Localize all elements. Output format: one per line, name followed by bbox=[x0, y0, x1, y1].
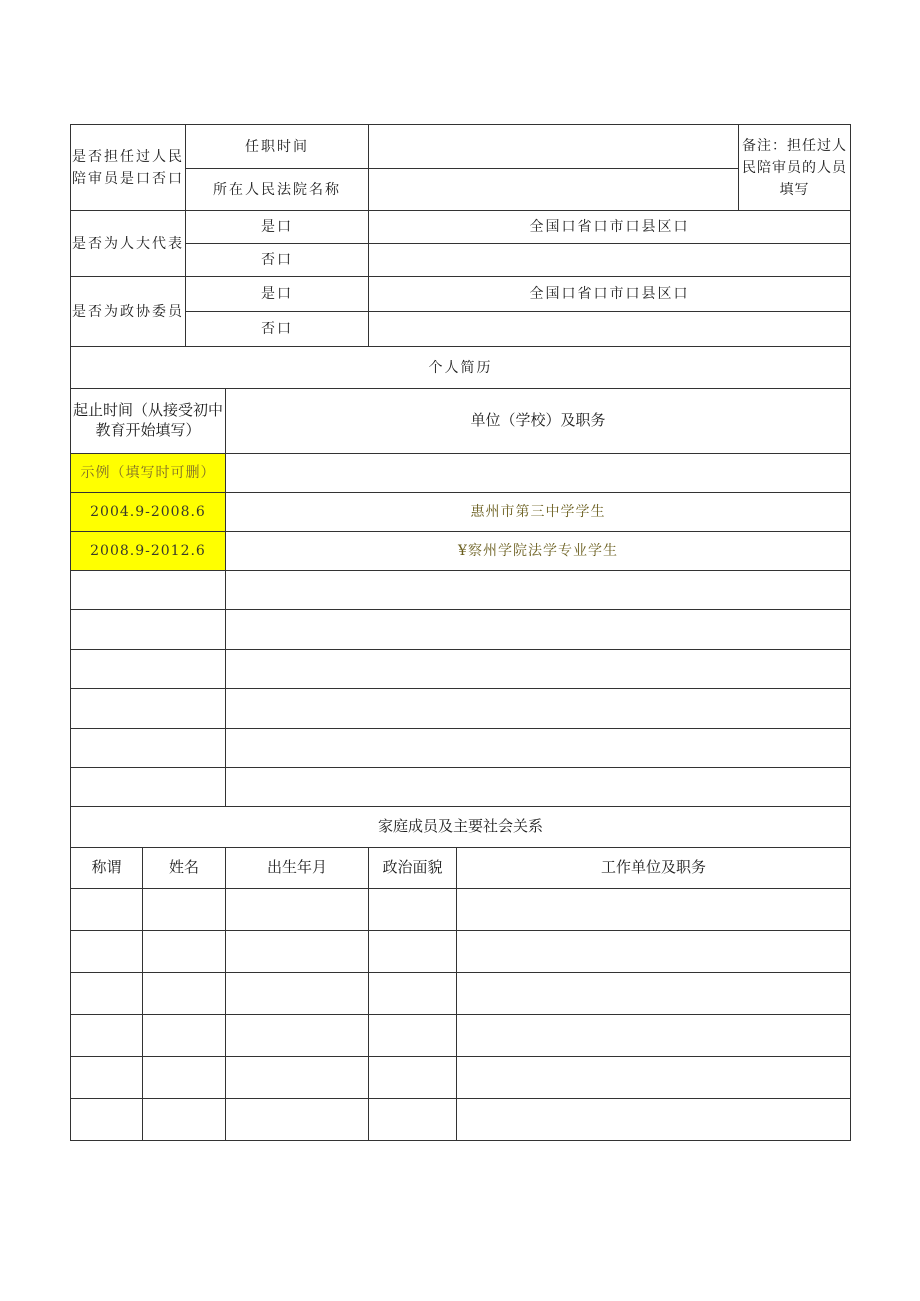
sample-label-blank[interactable] bbox=[226, 454, 851, 493]
resume-time-cell[interactable] bbox=[71, 768, 226, 807]
form-table bbox=[70, 124, 851, 1141]
family-work-cell[interactable] bbox=[457, 1057, 851, 1099]
family-row bbox=[71, 1015, 851, 1057]
application-form bbox=[70, 124, 850, 1141]
family-col-political: 政治面貌 bbox=[369, 848, 457, 889]
tenure-field[interactable] bbox=[369, 125, 739, 169]
court-label: 所在人民法院名称 bbox=[186, 169, 369, 211]
family-birth-cell[interactable] bbox=[226, 1099, 369, 1141]
npc-yes-checkbox[interactable]: 是口 bbox=[186, 211, 369, 244]
family-row bbox=[71, 1099, 851, 1141]
court-field[interactable] bbox=[369, 169, 739, 211]
family-relation-cell[interactable] bbox=[71, 889, 143, 931]
resume-time-cell[interactable]: 2004.9-2008.6 bbox=[71, 493, 226, 532]
npc-levels-blank[interactable] bbox=[369, 244, 851, 277]
family-col-name: 姓名 bbox=[143, 848, 226, 889]
npc-no-checkbox[interactable]: 否口 bbox=[186, 244, 369, 277]
sample-label: 示例（填写时可删） bbox=[71, 454, 226, 493]
family-relation-cell[interactable] bbox=[71, 1057, 143, 1099]
family-name-cell[interactable] bbox=[143, 973, 226, 1015]
cppcc-levels[interactable]: 全国口省口市口县区口 bbox=[369, 277, 851, 312]
family-name-cell[interactable] bbox=[143, 1057, 226, 1099]
resume-unit-cell[interactable]: 惠州市第三中学学生 bbox=[226, 493, 851, 532]
family-title: 家庭成员及主要社会关系 bbox=[71, 807, 851, 848]
family-political-cell[interactable] bbox=[369, 1099, 457, 1141]
family-relation-cell[interactable] bbox=[71, 1015, 143, 1057]
family-birth-cell[interactable] bbox=[226, 973, 369, 1015]
resume-col-time: 起止时间（从接受初中教育开始填写） bbox=[71, 389, 226, 454]
family-relation-cell[interactable] bbox=[71, 1099, 143, 1141]
resume-unit-cell[interactable]: ¥察州学院法学专业学生 bbox=[226, 532, 851, 571]
resume-unit-cell[interactable] bbox=[226, 689, 851, 729]
family-name-cell[interactable] bbox=[143, 1015, 226, 1057]
family-work-cell[interactable] bbox=[457, 889, 851, 931]
tenure-label: 任职时间 bbox=[186, 125, 369, 169]
resume-time-cell[interactable]: 2008.9-2012.6 bbox=[71, 532, 226, 571]
family-work-cell[interactable] bbox=[457, 1015, 851, 1057]
family-row bbox=[71, 973, 851, 1015]
family-row bbox=[71, 931, 851, 973]
family-political-cell[interactable] bbox=[369, 889, 457, 931]
cppcc-levels-blank[interactable] bbox=[369, 312, 851, 347]
family-birth-cell[interactable] bbox=[226, 1057, 369, 1099]
family-work-cell[interactable] bbox=[457, 973, 851, 1015]
family-political-cell[interactable] bbox=[369, 973, 457, 1015]
family-relation-cell[interactable] bbox=[71, 931, 143, 973]
npc-levels[interactable]: 全国口省口市口县区口 bbox=[369, 211, 851, 244]
resume-time-cell[interactable] bbox=[71, 650, 226, 689]
juror-question: 是否担任过人民陪审员是口否口 bbox=[71, 125, 186, 211]
family-relation-cell[interactable] bbox=[71, 973, 143, 1015]
resume-col-unit: 单位（学校）及职务 bbox=[226, 389, 851, 454]
resume-unit-cell[interactable] bbox=[226, 650, 851, 689]
family-birth-cell[interactable] bbox=[226, 1015, 369, 1057]
resume-unit-cell[interactable] bbox=[226, 729, 851, 768]
cppcc-question: 是否为政协委员 bbox=[71, 277, 186, 347]
family-political-cell[interactable] bbox=[369, 1015, 457, 1057]
family-row bbox=[71, 889, 851, 931]
family-political-cell[interactable] bbox=[369, 931, 457, 973]
family-name-cell[interactable] bbox=[143, 889, 226, 931]
cppcc-yes-checkbox[interactable]: 是口 bbox=[186, 277, 369, 312]
juror-note: 备注：担任过人民陪审员的人员填写 bbox=[739, 125, 851, 211]
family-political-cell[interactable] bbox=[369, 1057, 457, 1099]
resume-unit-cell[interactable] bbox=[226, 571, 851, 610]
family-col-relation: 称谓 bbox=[71, 848, 143, 889]
resume-time-cell[interactable] bbox=[71, 729, 226, 768]
resume-time-cell[interactable] bbox=[71, 571, 226, 610]
family-birth-cell[interactable] bbox=[226, 889, 369, 931]
family-name-cell[interactable] bbox=[143, 1099, 226, 1141]
cppcc-no-checkbox[interactable]: 否口 bbox=[186, 312, 369, 347]
npc-question: 是否为人大代表 bbox=[71, 211, 186, 277]
family-col-work: 工作单位及职务 bbox=[457, 848, 851, 889]
family-work-cell[interactable] bbox=[457, 931, 851, 973]
resume-title: 个人简历 bbox=[71, 347, 851, 389]
resume-time-cell[interactable] bbox=[71, 610, 226, 650]
resume-time-cell[interactable] bbox=[71, 689, 226, 729]
family-col-birth: 出生年月 bbox=[226, 848, 369, 889]
family-row bbox=[71, 1057, 851, 1099]
resume-unit-cell[interactable] bbox=[226, 610, 851, 650]
resume-unit-cell[interactable] bbox=[226, 768, 851, 807]
family-birth-cell[interactable] bbox=[226, 931, 369, 973]
family-name-cell[interactable] bbox=[143, 931, 226, 973]
family-work-cell[interactable] bbox=[457, 1099, 851, 1141]
